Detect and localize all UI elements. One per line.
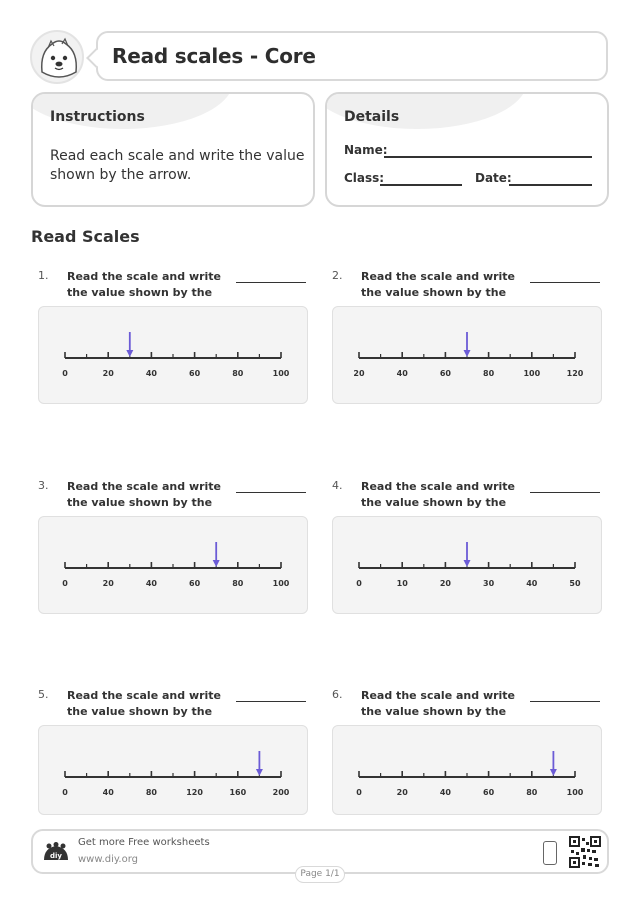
question-text: Read the scale and write the value shown by the — [67, 689, 222, 718]
scale-card — [332, 306, 602, 404]
tick-label: 40 — [145, 369, 157, 378]
section-title: Read Scales — [31, 227, 140, 246]
class-field[interactable] — [380, 184, 462, 186]
tick-label: 100 — [566, 788, 584, 797]
tick-label: 80 — [526, 788, 538, 797]
tick-label: 40 — [526, 579, 538, 588]
date-label: Date: — [475, 171, 512, 185]
tick-label: 160 — [229, 788, 247, 797]
page-title: Read scales - Core — [112, 44, 316, 68]
mascot-avatar — [30, 30, 84, 84]
answer-line[interactable] — [236, 701, 306, 702]
tick-label: 20 — [439, 579, 451, 588]
scale-card — [38, 725, 308, 815]
phone-icon — [543, 841, 557, 865]
scale-card — [38, 306, 308, 404]
arrow-head-icon — [464, 350, 471, 357]
page-number-badge: Page 1/1 — [295, 866, 345, 883]
instructions-panel — [31, 92, 315, 207]
tick-label: 20 — [396, 788, 408, 797]
diy-logo-icon[interactable] — [43, 842, 69, 864]
tick-label: 0 — [62, 579, 68, 588]
arrow-head-icon — [464, 560, 471, 567]
tick-label: 100 — [523, 369, 541, 378]
tick-label: 80 — [232, 579, 244, 588]
question-number: 6. — [332, 688, 343, 701]
question-number: 2. — [332, 269, 343, 282]
question-number: 3. — [38, 479, 49, 492]
title-banner — [96, 31, 608, 81]
question-text: Read the scale and write the value shown by the — [361, 480, 516, 509]
tick-label: 200 — [272, 788, 290, 797]
tick-label: 80 — [145, 788, 157, 797]
qr-code-icon[interactable] — [569, 836, 601, 868]
answer-line[interactable] — [530, 701, 600, 702]
tick-label: 100 — [272, 579, 290, 588]
answer-line[interactable] — [530, 282, 600, 283]
details-panel — [325, 92, 609, 207]
tick-label: 0 — [62, 369, 68, 378]
tick-label: 80 — [232, 369, 244, 378]
tick-label: 60 — [189, 579, 201, 588]
arrow-head-icon — [126, 350, 133, 357]
tick-label: 20 — [353, 369, 365, 378]
answer-line[interactable] — [530, 492, 600, 493]
tick-label: 20 — [102, 369, 114, 378]
tick-label: 100 — [272, 369, 290, 378]
tick-label: 50 — [569, 579, 581, 588]
tick-label: 20 — [102, 579, 114, 588]
tick-label: 0 — [356, 788, 362, 797]
logo-text: diy — [50, 852, 62, 860]
tick-label: 40 — [396, 369, 408, 378]
arrow-head-icon — [256, 769, 263, 776]
arrow-head-icon — [213, 560, 220, 567]
arrow-head-icon — [550, 769, 557, 776]
tick-label: 60 — [189, 369, 201, 378]
answer-line[interactable] — [236, 282, 306, 283]
tick-label: 120 — [566, 369, 584, 378]
name-field[interactable] — [384, 156, 592, 158]
answer-line[interactable] — [236, 492, 306, 493]
details-heading: Details — [344, 109, 400, 125]
question-text: Read the scale and write the value shown by the — [67, 480, 222, 509]
question-number: 1. — [38, 269, 49, 282]
question-number: 5. — [38, 688, 49, 701]
instructions-heading: Instructions — [50, 109, 145, 125]
footer-website-link[interactable]: www.diy.org — [78, 854, 138, 865]
tick-label: 0 — [356, 579, 362, 588]
question-text: Read the scale and write the value shown by the — [67, 270, 222, 299]
scale-card — [332, 725, 602, 815]
tick-label: 60 — [439, 369, 451, 378]
instructions-text: Read each scale and write the value shown by the arrow. — [50, 148, 305, 183]
scale-card — [38, 516, 308, 614]
footer-promo-text[interactable]: Get more Free worksheets — [78, 837, 210, 848]
tick-label: 10 — [396, 579, 408, 588]
date-field[interactable] — [509, 184, 592, 186]
question-text: Read the scale and write the value shown by the — [361, 689, 516, 718]
tick-label: 60 — [483, 788, 495, 797]
question-number: 4. — [332, 479, 343, 492]
scale-card — [332, 516, 602, 614]
tick-label: 40 — [439, 788, 451, 797]
tick-label: 40 — [145, 579, 157, 588]
question-text: Read the scale and write the value shown by the — [361, 270, 516, 299]
class-label: Class: — [344, 171, 385, 185]
tick-label: 30 — [483, 579, 495, 588]
tick-label: 0 — [62, 788, 68, 797]
name-label: Name: — [344, 143, 388, 157]
tick-label: 80 — [483, 369, 495, 378]
tick-label: 120 — [186, 788, 203, 797]
tick-label: 40 — [102, 788, 114, 797]
